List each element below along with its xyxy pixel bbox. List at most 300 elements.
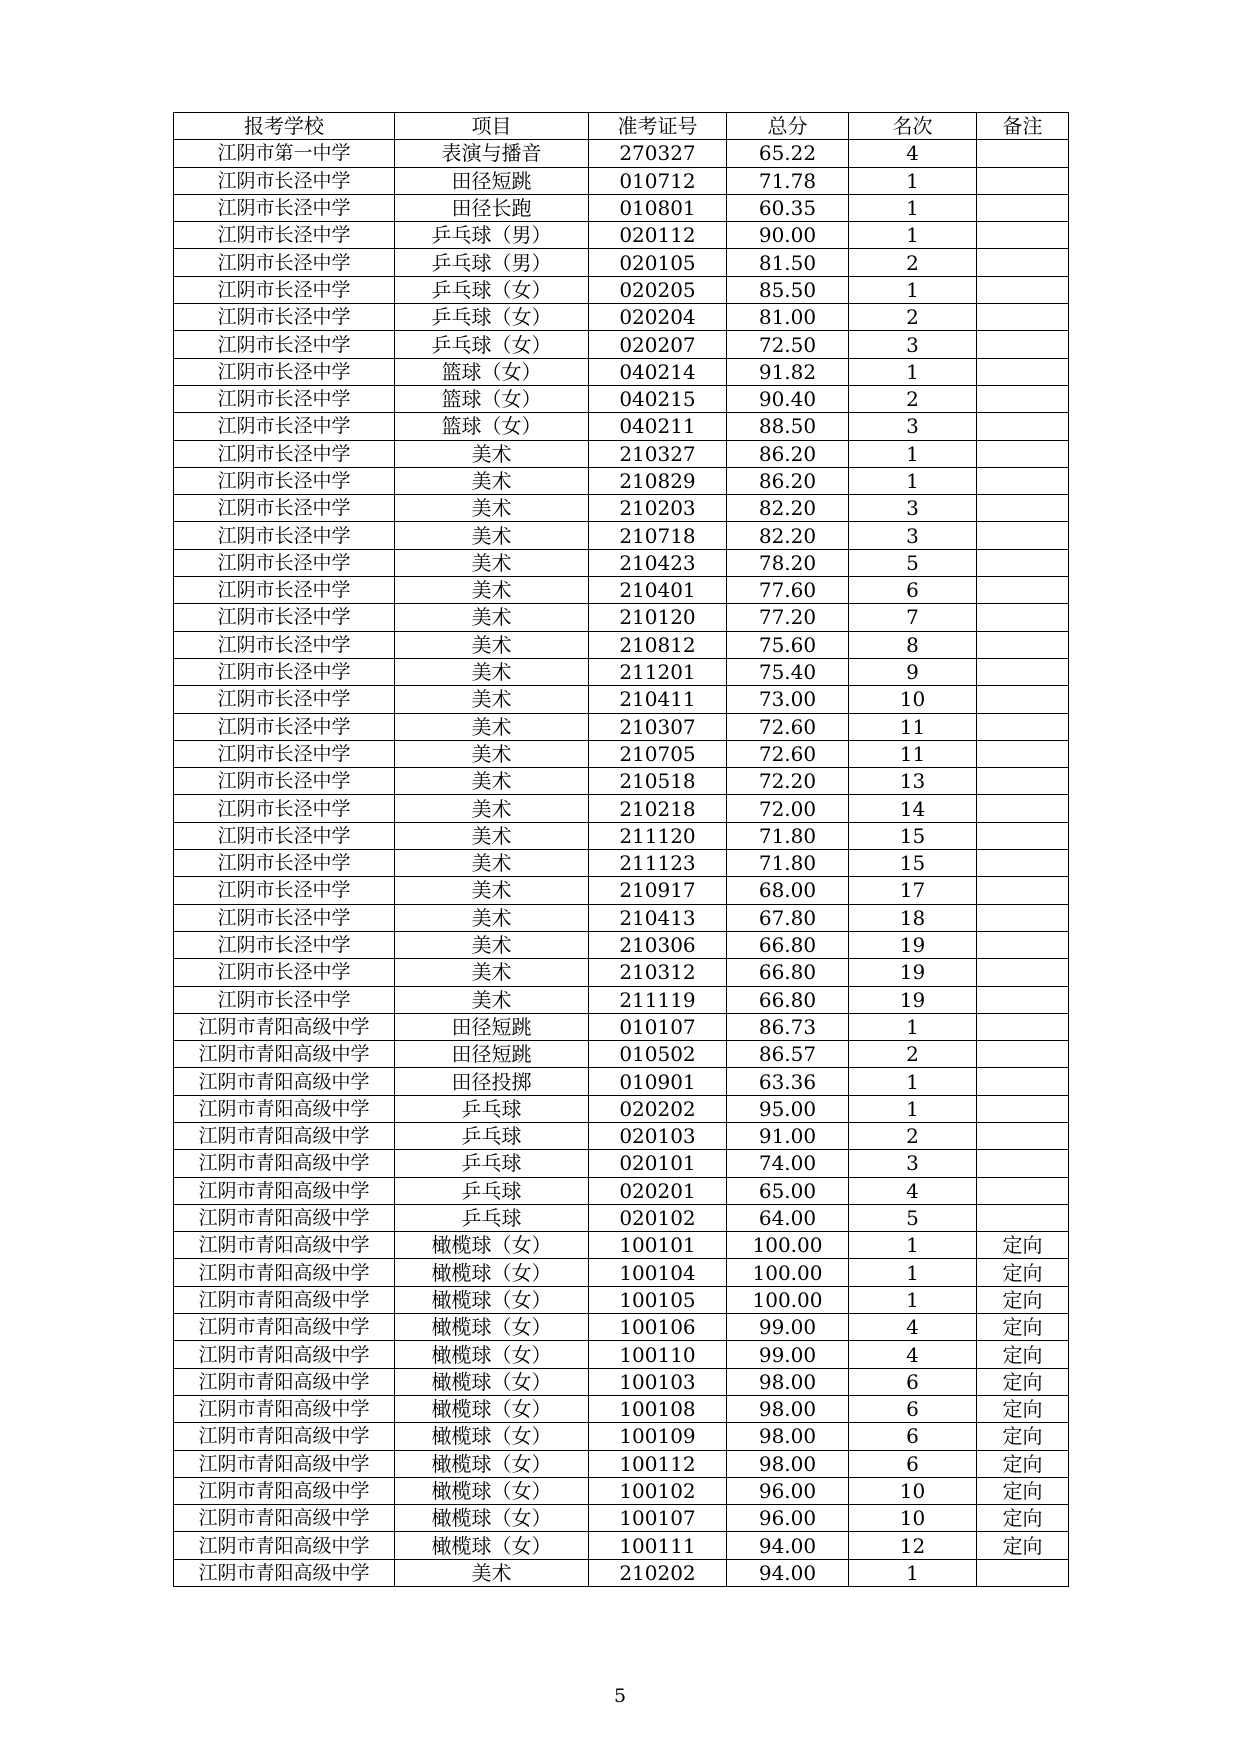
exam-number-cell: 100104	[589, 1259, 727, 1286]
exam-number-cell: 210218	[589, 795, 727, 822]
table-row	[174, 986, 1069, 1013]
exam-number-cell: 210413	[589, 904, 727, 931]
table-row	[174, 276, 1069, 303]
remarks-cell: 定向	[977, 1341, 1069, 1368]
rank-cell: 2	[849, 249, 977, 276]
school-cell: 江阴市青阳高级中学	[174, 1177, 395, 1204]
table-row	[174, 1286, 1069, 1313]
rank-cell: 12	[849, 1532, 977, 1559]
header-row	[174, 113, 1069, 140]
rank-cell: 1	[849, 1559, 977, 1586]
remarks-cell	[977, 549, 1069, 576]
remarks-cell	[977, 467, 1069, 494]
event-cell: 美术	[395, 795, 589, 822]
total-score-cell: 75.40	[727, 658, 849, 685]
exam-number-cell: 210306	[589, 931, 727, 958]
exam-number-cell: 210401	[589, 577, 727, 604]
school-cell: 江阴市长泾中学	[174, 658, 395, 685]
total-score-cell: 71.78	[727, 167, 849, 194]
table-row	[174, 931, 1069, 958]
remarks-cell: 定向	[977, 1450, 1069, 1477]
remarks-cell	[977, 658, 1069, 685]
total-score-cell: 98.00	[727, 1395, 849, 1422]
exam-number-cell: 040215	[589, 385, 727, 412]
rank-cell: 2	[849, 304, 977, 331]
remarks-cell	[977, 631, 1069, 658]
exam-number-cell: 270327	[589, 140, 727, 167]
event-cell: 橄榄球（女）	[395, 1532, 589, 1559]
exam-number-cell: 210423	[589, 549, 727, 576]
rank-cell: 3	[849, 331, 977, 358]
school-cell: 江阴市长泾中学	[174, 495, 395, 522]
event-cell: 表演与播音	[395, 140, 589, 167]
school-cell: 江阴市长泾中学	[174, 194, 395, 221]
school-cell: 江阴市长泾中学	[174, 850, 395, 877]
event-cell: 田径短跳	[395, 167, 589, 194]
school-cell: 江阴市长泾中学	[174, 304, 395, 331]
total-score-cell: 96.00	[727, 1477, 849, 1504]
table-row	[174, 1041, 1069, 1068]
table-row	[174, 740, 1069, 767]
event-cell: 美术	[395, 877, 589, 904]
total-score-cell: 91.00	[727, 1122, 849, 1149]
exam-number-cell: 210312	[589, 959, 727, 986]
total-score-cell: 77.60	[727, 577, 849, 604]
exam-number-cell: 020112	[589, 222, 727, 249]
rank-cell: 1	[849, 1286, 977, 1313]
school-cell: 江阴市长泾中学	[174, 740, 395, 767]
remarks-cell	[977, 604, 1069, 631]
table-row	[174, 385, 1069, 412]
event-cell: 美术	[395, 850, 589, 877]
exam-number-cell: 100105	[589, 1286, 727, 1313]
remarks-cell	[977, 495, 1069, 522]
school-cell: 江阴市青阳高级中学	[174, 1013, 395, 1040]
total-score-cell: 66.80	[727, 986, 849, 1013]
rank-cell: 6	[849, 1450, 977, 1477]
rank-cell: 8	[849, 631, 977, 658]
school-cell: 江阴市长泾中学	[174, 904, 395, 931]
school-cell: 江阴市青阳高级中学	[174, 1368, 395, 1395]
school-cell: 江阴市青阳高级中学	[174, 1341, 395, 1368]
table-row	[174, 1450, 1069, 1477]
exam-number-cell: 100109	[589, 1423, 727, 1450]
event-cell: 橄榄球（女）	[395, 1395, 589, 1422]
rank-cell: 4	[849, 1341, 977, 1368]
total-score-cell: 68.00	[727, 877, 849, 904]
total-score-cell: 99.00	[727, 1341, 849, 1368]
event-cell: 美术	[395, 768, 589, 795]
total-score-cell: 100.00	[727, 1232, 849, 1259]
exam-number-cell: 100110	[589, 1341, 727, 1368]
event-cell: 田径长跑	[395, 194, 589, 221]
rank-cell: 3	[849, 413, 977, 440]
table-row	[174, 686, 1069, 713]
event-cell: 乒乓球（男）	[395, 249, 589, 276]
event-cell: 美术	[395, 577, 589, 604]
total-score-cell: 86.20	[727, 467, 849, 494]
remarks-cell: 定向	[977, 1286, 1069, 1313]
exam-number-cell: 100102	[589, 1477, 727, 1504]
remarks-cell: 定向	[977, 1505, 1069, 1532]
exam-number-cell: 100108	[589, 1395, 727, 1422]
event-cell: 橄榄球（女）	[395, 1450, 589, 1477]
remarks-cell	[977, 1013, 1069, 1040]
table-row	[174, 304, 1069, 331]
school-cell: 江阴市长泾中学	[174, 986, 395, 1013]
exam-number-cell: 211120	[589, 822, 727, 849]
school-cell: 江阴市长泾中学	[174, 686, 395, 713]
total-score-cell: 67.80	[727, 904, 849, 931]
school-cell: 江阴市长泾中学	[174, 713, 395, 740]
table-row	[174, 822, 1069, 849]
remarks-cell: 定向	[977, 1368, 1069, 1395]
event-cell: 美术	[395, 658, 589, 685]
remarks-cell	[977, 1150, 1069, 1177]
total-score-cell: 85.50	[727, 276, 849, 303]
rank-cell: 1	[849, 1259, 977, 1286]
rank-cell: 3	[849, 495, 977, 522]
remarks-cell	[977, 1204, 1069, 1231]
table-row	[174, 1013, 1069, 1040]
remarks-cell	[977, 577, 1069, 604]
rank-cell: 6	[849, 1395, 977, 1422]
remarks-cell	[977, 1122, 1069, 1149]
remarks-cell	[977, 795, 1069, 822]
remarks-cell	[977, 522, 1069, 549]
rank-cell: 2	[849, 385, 977, 412]
header-exam-number: 准考证号	[589, 113, 727, 140]
event-cell: 美术	[395, 822, 589, 849]
exam-number-cell: 100103	[589, 1368, 727, 1395]
event-cell: 橄榄球（女）	[395, 1259, 589, 1286]
exam-number-cell: 010502	[589, 1041, 727, 1068]
total-score-cell: 81.50	[727, 249, 849, 276]
table-row	[174, 1150, 1069, 1177]
rank-cell: 4	[849, 140, 977, 167]
rank-cell: 1	[849, 440, 977, 467]
exam-number-cell: 210120	[589, 604, 727, 631]
table-row	[174, 604, 1069, 631]
rank-cell: 1	[849, 358, 977, 385]
event-cell: 美术	[395, 740, 589, 767]
school-cell: 江阴市长泾中学	[174, 331, 395, 358]
remarks-cell	[977, 194, 1069, 221]
remarks-cell	[977, 959, 1069, 986]
school-cell: 江阴市青阳高级中学	[174, 1204, 395, 1231]
exam-number-cell: 211201	[589, 658, 727, 685]
school-cell: 江阴市青阳高级中学	[174, 1450, 395, 1477]
rank-cell: 6	[849, 577, 977, 604]
table-row	[174, 467, 1069, 494]
exam-number-cell: 020205	[589, 276, 727, 303]
school-cell: 江阴市长泾中学	[174, 385, 395, 412]
rank-cell: 19	[849, 959, 977, 986]
school-cell: 江阴市青阳高级中学	[174, 1232, 395, 1259]
event-cell: 橄榄球（女）	[395, 1477, 589, 1504]
remarks-cell	[977, 1068, 1069, 1095]
total-score-cell: 72.60	[727, 740, 849, 767]
table-row	[174, 1204, 1069, 1231]
total-score-cell: 82.20	[727, 495, 849, 522]
school-cell: 江阴市青阳高级中学	[174, 1041, 395, 1068]
total-score-cell: 91.82	[727, 358, 849, 385]
school-cell: 江阴市青阳高级中学	[174, 1095, 395, 1122]
remarks-cell	[977, 304, 1069, 331]
rank-cell: 1	[849, 1013, 977, 1040]
exam-number-cell: 210812	[589, 631, 727, 658]
rank-cell: 1	[849, 194, 977, 221]
exam-number-cell: 010801	[589, 194, 727, 221]
rank-cell: 18	[849, 904, 977, 931]
table-row	[174, 795, 1069, 822]
table-row	[174, 877, 1069, 904]
school-cell: 江阴市长泾中学	[174, 577, 395, 604]
total-score-cell: 88.50	[727, 413, 849, 440]
exam-number-cell: 210411	[589, 686, 727, 713]
exam-number-cell: 020207	[589, 331, 727, 358]
remarks-cell	[977, 440, 1069, 467]
rank-cell: 3	[849, 1150, 977, 1177]
rank-cell: 6	[849, 1368, 977, 1395]
exam-number-cell: 210917	[589, 877, 727, 904]
table-row	[174, 1532, 1069, 1559]
school-cell: 江阴市长泾中学	[174, 959, 395, 986]
total-score-cell: 75.60	[727, 631, 849, 658]
total-score-cell: 66.80	[727, 931, 849, 958]
event-cell: 美术	[395, 440, 589, 467]
table-row	[174, 167, 1069, 194]
exam-number-cell: 010901	[589, 1068, 727, 1095]
event-cell: 橄榄球（女）	[395, 1341, 589, 1368]
event-cell: 乒乓球	[395, 1122, 589, 1149]
school-cell: 江阴市青阳高级中学	[174, 1505, 395, 1532]
event-cell: 乒乓球	[395, 1150, 589, 1177]
total-score-cell: 71.80	[727, 822, 849, 849]
exam-number-cell: 020204	[589, 304, 727, 331]
event-cell: 乒乓球（女）	[395, 331, 589, 358]
rank-cell: 1	[849, 167, 977, 194]
school-cell: 江阴市长泾中学	[174, 877, 395, 904]
exam-number-cell: 020102	[589, 1204, 727, 1231]
rank-cell: 17	[849, 877, 977, 904]
table-row	[174, 768, 1069, 795]
remarks-cell	[977, 931, 1069, 958]
total-score-cell: 90.40	[727, 385, 849, 412]
total-score-cell: 96.00	[727, 1505, 849, 1532]
exam-number-cell: 211119	[589, 986, 727, 1013]
rank-cell: 6	[849, 1423, 977, 1450]
table-row	[174, 658, 1069, 685]
exam-number-cell: 100106	[589, 1314, 727, 1341]
total-score-cell: 82.20	[727, 522, 849, 549]
total-score-cell: 72.60	[727, 713, 849, 740]
table-row	[174, 959, 1069, 986]
table-row	[174, 904, 1069, 931]
table-row	[174, 1423, 1069, 1450]
total-score-cell: 73.00	[727, 686, 849, 713]
remarks-cell	[977, 904, 1069, 931]
remarks-cell	[977, 1177, 1069, 1204]
exam-number-cell: 100112	[589, 1450, 727, 1477]
event-cell: 橄榄球（女）	[395, 1505, 589, 1532]
school-cell: 江阴市长泾中学	[174, 631, 395, 658]
total-score-cell: 86.73	[727, 1013, 849, 1040]
remarks-cell	[977, 222, 1069, 249]
school-cell: 江阴市长泾中学	[174, 604, 395, 631]
rank-cell: 19	[849, 986, 977, 1013]
total-score-cell: 72.00	[727, 795, 849, 822]
total-score-cell: 86.57	[727, 1041, 849, 1068]
school-cell: 江阴市青阳高级中学	[174, 1259, 395, 1286]
school-cell: 江阴市青阳高级中学	[174, 1477, 395, 1504]
school-cell: 江阴市长泾中学	[174, 413, 395, 440]
event-cell: 美术	[395, 986, 589, 1013]
table-row	[174, 140, 1069, 167]
total-score-cell: 64.00	[727, 1204, 849, 1231]
header-school: 报考学校	[174, 113, 395, 140]
rank-cell: 5	[849, 1204, 977, 1231]
table-row	[174, 1368, 1069, 1395]
event-cell: 美术	[395, 1559, 589, 1586]
school-cell: 江阴市青阳高级中学	[174, 1559, 395, 1586]
table-body	[174, 140, 1069, 1587]
event-cell: 橄榄球（女）	[395, 1286, 589, 1313]
total-score-cell: 71.80	[727, 850, 849, 877]
header-total-score: 总分	[727, 113, 849, 140]
exam-number-cell: 211123	[589, 850, 727, 877]
event-cell: 橄榄球（女）	[395, 1314, 589, 1341]
exam-number-cell: 210203	[589, 495, 727, 522]
table-row	[174, 249, 1069, 276]
table-row	[174, 631, 1069, 658]
table-row	[174, 1177, 1069, 1204]
page-number: 5	[613, 1685, 627, 1707]
table-row	[174, 358, 1069, 385]
exam-number-cell: 210829	[589, 467, 727, 494]
total-score-cell: 94.00	[727, 1532, 849, 1559]
remarks-cell	[977, 686, 1069, 713]
table-row	[174, 1259, 1069, 1286]
total-score-cell: 60.35	[727, 194, 849, 221]
table-row	[174, 1559, 1069, 1586]
remarks-cell	[977, 1095, 1069, 1122]
exam-number-cell: 100111	[589, 1532, 727, 1559]
remarks-cell: 定向	[977, 1423, 1069, 1450]
table-row	[174, 1068, 1069, 1095]
total-score-cell: 98.00	[727, 1450, 849, 1477]
school-cell: 江阴市长泾中学	[174, 358, 395, 385]
rank-cell: 4	[849, 1177, 977, 1204]
total-score-cell: 98.00	[727, 1368, 849, 1395]
table-row	[174, 1314, 1069, 1341]
event-cell: 美术	[395, 522, 589, 549]
school-cell: 江阴市青阳高级中学	[174, 1423, 395, 1450]
event-cell: 田径投掷	[395, 1068, 589, 1095]
event-cell: 美术	[395, 713, 589, 740]
remarks-cell	[977, 768, 1069, 795]
remarks-cell	[977, 413, 1069, 440]
table-row	[174, 1122, 1069, 1149]
remarks-cell	[977, 740, 1069, 767]
event-cell: 乒乓球（女）	[395, 304, 589, 331]
event-cell: 美术	[395, 467, 589, 494]
event-cell: 橄榄球（女）	[395, 1368, 589, 1395]
remarks-cell	[977, 276, 1069, 303]
total-score-cell: 66.80	[727, 959, 849, 986]
event-cell: 乒乓球	[395, 1204, 589, 1231]
total-score-cell: 72.20	[727, 768, 849, 795]
exam-number-cell: 040214	[589, 358, 727, 385]
school-cell: 江阴市长泾中学	[174, 167, 395, 194]
event-cell: 乒乓球	[395, 1095, 589, 1122]
rank-cell: 5	[849, 549, 977, 576]
total-score-cell: 77.20	[727, 604, 849, 631]
rank-cell: 13	[849, 768, 977, 795]
remarks-cell	[977, 385, 1069, 412]
exam-number-cell: 040211	[589, 413, 727, 440]
rank-cell: 19	[849, 931, 977, 958]
rank-cell: 10	[849, 1505, 977, 1532]
rank-cell: 15	[849, 822, 977, 849]
table-row	[174, 495, 1069, 522]
event-cell: 美术	[395, 631, 589, 658]
rank-cell: 1	[849, 222, 977, 249]
exam-number-cell: 020201	[589, 1177, 727, 1204]
header-rank: 名次	[849, 113, 977, 140]
exam-number-cell: 010712	[589, 167, 727, 194]
exam-number-cell: 210705	[589, 740, 727, 767]
event-cell: 美术	[395, 604, 589, 631]
event-cell: 乒乓球（女）	[395, 276, 589, 303]
total-score-cell: 100.00	[727, 1259, 849, 1286]
rank-cell: 2	[849, 1041, 977, 1068]
table-row	[174, 1477, 1069, 1504]
table-row	[174, 413, 1069, 440]
rank-cell: 1	[849, 1232, 977, 1259]
event-cell: 乒乓球（男）	[395, 222, 589, 249]
table-row	[174, 1232, 1069, 1259]
rank-cell: 1	[849, 467, 977, 494]
remarks-cell	[977, 1559, 1069, 1586]
rank-cell: 4	[849, 1314, 977, 1341]
school-cell: 江阴市青阳高级中学	[174, 1532, 395, 1559]
event-cell: 美术	[395, 904, 589, 931]
school-cell: 江阴市长泾中学	[174, 440, 395, 467]
rank-cell: 7	[849, 604, 977, 631]
rank-cell: 2	[849, 1122, 977, 1149]
school-cell: 江阴市长泾中学	[174, 931, 395, 958]
total-score-cell: 74.00	[727, 1150, 849, 1177]
total-score-cell: 65.00	[727, 1177, 849, 1204]
event-cell: 美术	[395, 549, 589, 576]
exam-number-cell: 020202	[589, 1095, 727, 1122]
school-cell: 江阴市青阳高级中学	[174, 1286, 395, 1313]
school-cell: 江阴市长泾中学	[174, 467, 395, 494]
remarks-cell	[977, 249, 1069, 276]
table-row	[174, 440, 1069, 467]
exam-number-cell: 020105	[589, 249, 727, 276]
event-cell: 篮球（女）	[395, 358, 589, 385]
school-cell: 江阴市长泾中学	[174, 795, 395, 822]
exam-number-cell: 210718	[589, 522, 727, 549]
total-score-cell: 94.00	[727, 1559, 849, 1586]
remarks-cell: 定向	[977, 1259, 1069, 1286]
exam-number-cell: 210518	[589, 768, 727, 795]
table-row	[174, 194, 1069, 221]
total-score-cell: 98.00	[727, 1423, 849, 1450]
header-remarks: 备注	[977, 113, 1069, 140]
